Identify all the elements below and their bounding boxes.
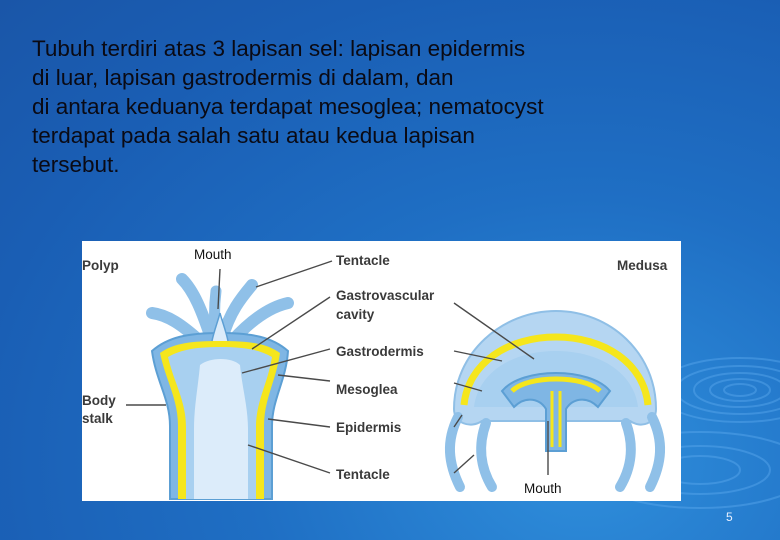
text-line: Tubuh terdiri atas 3 lapisan sel: lapisan epidermis <box>32 36 526 61</box>
mouth-label-medusa: Mouth <box>524 481 562 496</box>
text-line: terdapat pada salah satu atau kedua lapisan <box>32 123 475 148</box>
mouth-label-polyp: Mouth <box>194 247 232 262</box>
text-line: tersebut. <box>32 152 120 177</box>
text-line: di antara keduanya terdapat mesoglea; nematocyst <box>32 94 544 119</box>
tentacle-label-bottom: Tentacle <box>336 467 390 482</box>
gastrovascular-label-line2: cavity <box>336 307 375 322</box>
gastrovascular-label-line1: Gastrovascular <box>336 288 435 303</box>
body-stalk-label-line2: stalk <box>82 411 113 426</box>
body-stalk-label-line1: Body <box>82 393 116 408</box>
polyp-illustration <box>152 279 288 499</box>
epidermis-label: Epidermis <box>336 420 402 435</box>
medusa-label: Medusa <box>617 258 668 273</box>
medusa-illustration <box>450 311 660 487</box>
figure-drawing <box>82 241 681 501</box>
gastrodermis-label: Gastrodermis <box>336 344 424 359</box>
page-number: 5 <box>726 510 733 524</box>
tentacle-label-top: Tentacle <box>336 253 390 268</box>
cnidarian-body-plan-figure <box>82 241 681 501</box>
mesoglea-label: Mesoglea <box>336 382 398 397</box>
polyp-label: Polyp <box>82 258 119 273</box>
slide-body-text <box>32 34 732 179</box>
text-line: di luar, lapisan gastrodermis di dalam, dan <box>32 65 454 90</box>
